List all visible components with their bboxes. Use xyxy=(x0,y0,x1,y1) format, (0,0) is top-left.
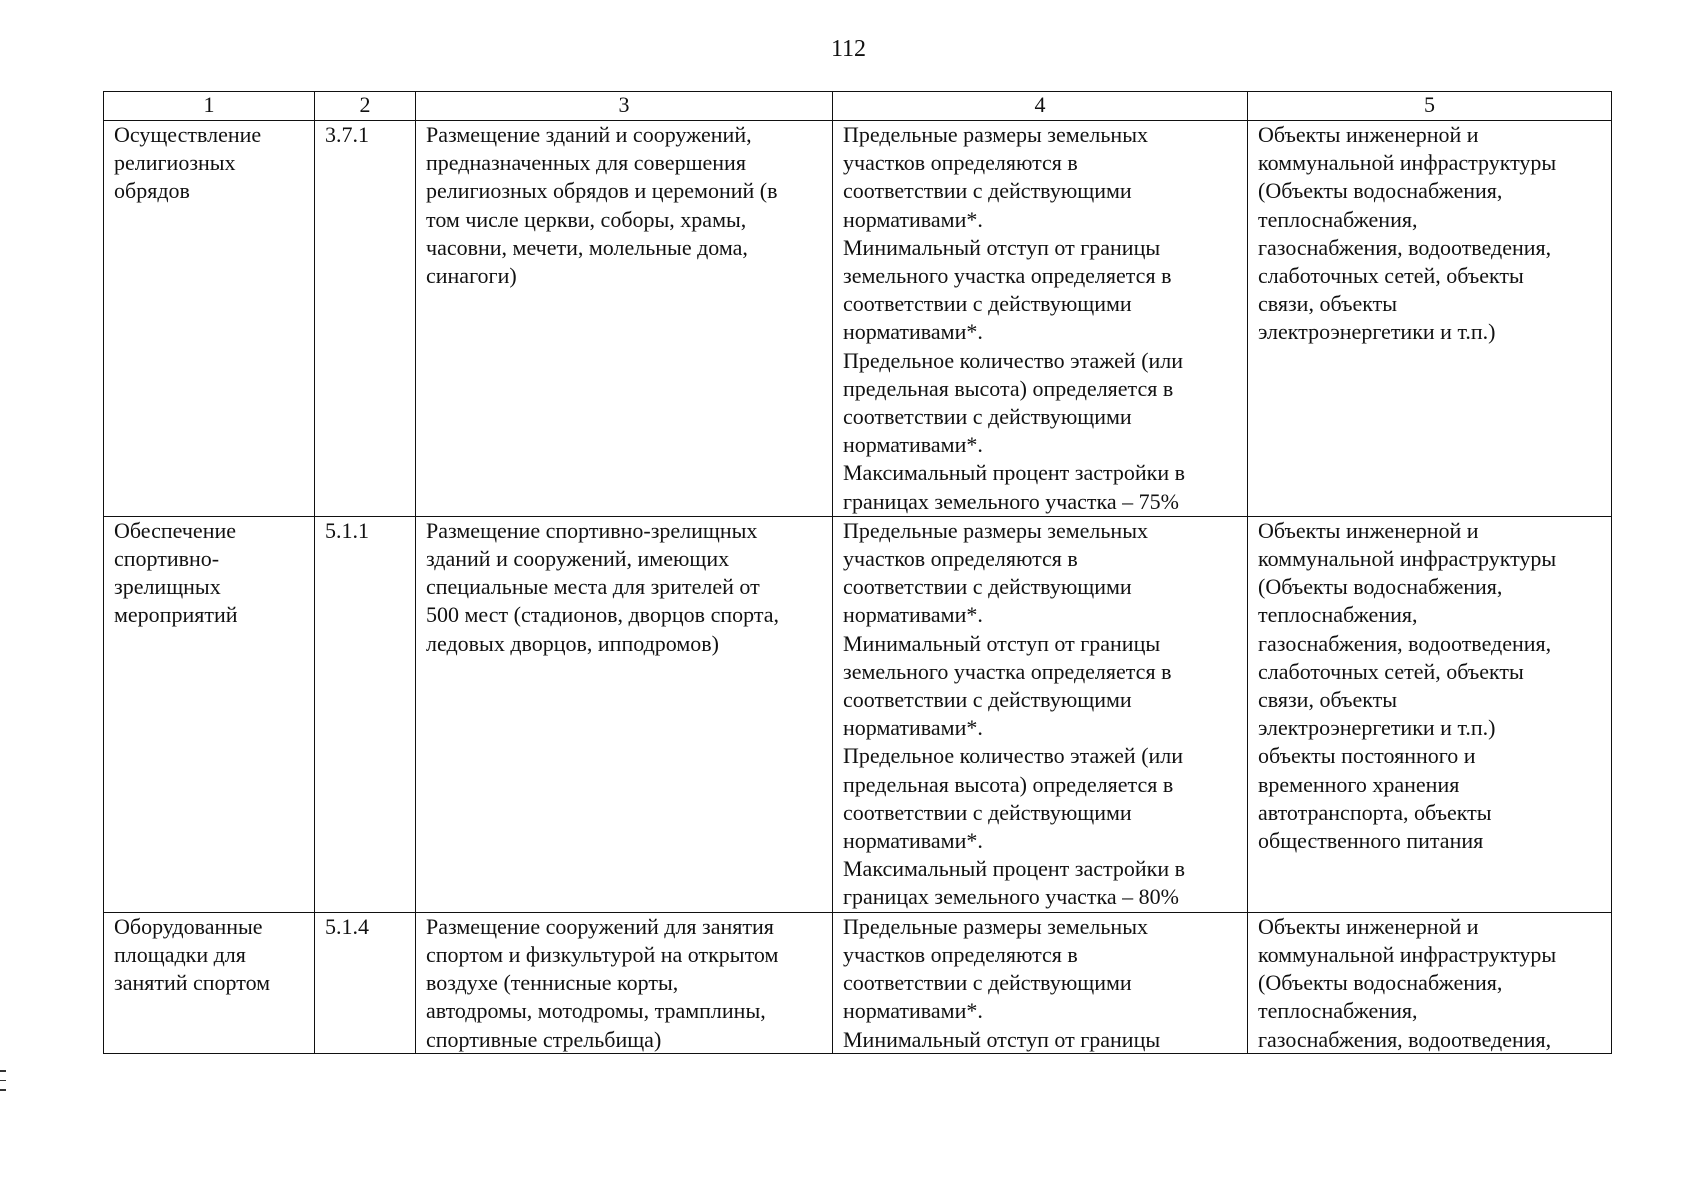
auxiliary-uses: Объекты инженерной и коммунальной инфраструктуры (Объекты водоснабжения, теплоснабжения, газоснабжения, водоотведения, слаботочных сетей, объекты связи, объекты электроэнергетики и т.п.) объекты постоянного и временного хранения автотранспорта, объекты общественного питания xyxy=(1258,517,1557,854)
use-description-cell xyxy=(416,121,833,517)
use-name: Оборудованные площадки для занятий спортом xyxy=(114,913,271,996)
use-parameters: Предельные размеры земельных участков определяются в соответствии с действующими нормативами*. Минимальный отступ от границы xyxy=(843,913,1161,1052)
use-description: Размещение сооружений для занятия спортом и физкультурой на открытом воздухе (теннисные корты, автодромы, мотодромы, трамплины, спортивные стрельбища) xyxy=(426,913,779,1052)
column-header-5: 5 xyxy=(1248,92,1612,121)
auxiliary-uses: Объекты инженерной и коммунальной инфраструктуры (Объекты водоснабжения, теплоснабжения, газоснабжения, водоотведения, xyxy=(1258,913,1557,1052)
use-code: 5.1.1 xyxy=(325,517,369,543)
table-row xyxy=(104,516,1612,912)
use-name-cell xyxy=(104,912,315,1053)
auxiliary-uses-cell xyxy=(1248,121,1612,517)
use-parameters: Предельные размеры земельных участков определяются в соответствии с действующими нормативами*. Минимальный отступ от границы земельного участка определяется в соответствии с действующими нормативами*. Предельное количество этажей (или предельная высота) определяется в соответствии с действующими нормативами*. Максимальный процент застройки в границах земельного участка – 80% xyxy=(843,517,1185,910)
scan-margin-mark xyxy=(0,1070,6,1092)
auxiliary-uses-cell xyxy=(1248,912,1612,1053)
use-name: Обеспечение спортивно- зрелищных мероприятий xyxy=(114,517,238,628)
table-header-row xyxy=(104,92,1612,121)
use-description: Размещение спортивно-зрелищных зданий и сооружений, имеющих специальные места для зрителей от 500 мест (стадионов, дворцов спорта, ледовых дворцов, ипподромов) xyxy=(426,517,779,656)
zoning-table xyxy=(103,91,1612,1054)
column-header-3: 3 xyxy=(416,92,833,121)
table-row xyxy=(104,912,1612,1053)
use-description: Размещение зданий и сооружений, предназначенных для совершения религиозных обрядов и церемоний (в том числе церкви, соборы, храмы, часовни, мечети, молельные дома, синагоги) xyxy=(426,122,778,289)
use-name-cell xyxy=(104,516,315,912)
use-description-cell xyxy=(416,912,833,1053)
use-code: 3.7.1 xyxy=(325,122,369,147)
use-description-cell xyxy=(416,516,833,912)
use-code-cell xyxy=(315,516,416,912)
auxiliary-uses-cell xyxy=(1248,516,1612,912)
column-header-1: 1 xyxy=(104,92,315,121)
use-parameters-cell xyxy=(833,516,1248,912)
use-parameters-cell xyxy=(833,121,1248,517)
use-name: Осуществление религиозных обрядов xyxy=(114,122,262,204)
use-code-cell xyxy=(315,912,416,1053)
column-header-2: 2 xyxy=(315,92,416,121)
page-number: 112 xyxy=(830,36,867,62)
use-parameters-cell xyxy=(833,912,1248,1053)
use-code-cell xyxy=(315,121,416,517)
auxiliary-uses: Объекты инженерной и коммунальной инфраструктуры (Объекты водоснабжения, теплоснабжения, газоснабжения, водоотведения, слаботочных сетей, объекты связи, объекты электроэнергетики и т.п.) xyxy=(1258,122,1557,345)
table-row xyxy=(104,121,1612,517)
use-name-cell xyxy=(104,121,315,517)
column-header-4: 4 xyxy=(833,92,1248,121)
use-parameters: Предельные размеры земельных участков определяются в соответствии с действующими нормативами*. Минимальный отступ от границы земельного участка определяется в соответствии с действующими нормативами*. Предельное количество этажей (или предельная высота) определяется в соответствии с действующими нормативами*. Максимальный процент застройки в границах земельного участка – 75% xyxy=(843,122,1185,514)
use-code: 5.1.4 xyxy=(325,913,369,939)
